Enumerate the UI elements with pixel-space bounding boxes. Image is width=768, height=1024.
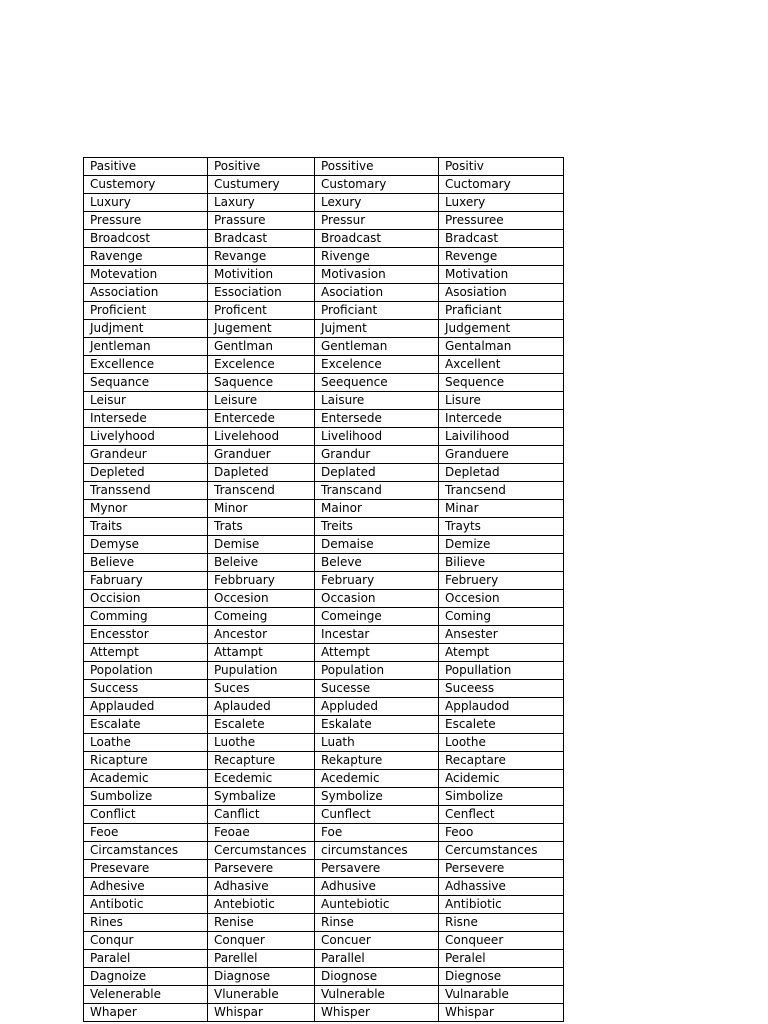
table-cell-option-4: Loothe <box>439 734 564 752</box>
table-cell-option-1: Presevare <box>84 860 208 878</box>
table-cell-option-4: Asosiation <box>439 284 564 302</box>
table-cell-option-3: Persavere <box>315 860 439 878</box>
table-cell-option-2: Feoae <box>208 824 315 842</box>
table-cell-option-3: Sucesse <box>315 680 439 698</box>
table-cell-option-4: Luxery <box>439 194 564 212</box>
table-cell-option-3: Grandur <box>315 446 439 464</box>
table-cell-option-3: Excelence <box>315 356 439 374</box>
table-cell-option-2: Livelehood <box>208 428 315 446</box>
table-cell-option-3: Occasion <box>315 590 439 608</box>
table-cell-option-2: Prassure <box>208 212 315 230</box>
table-cell-option-4: Revenge <box>439 248 564 266</box>
table-cell-option-4: Gentalman <box>439 338 564 356</box>
table-cell-option-1: Comming <box>84 608 208 626</box>
table-cell-option-2: Ancestor <box>208 626 315 644</box>
table-cell-option-3: Vulnerable <box>315 986 439 1004</box>
table-cell-option-3: Parallel <box>315 950 439 968</box>
spelling-options-table <box>83 157 564 1022</box>
table-cell-option-4: Conqueer <box>439 932 564 950</box>
table-row <box>84 590 564 608</box>
table-cell-option-2: Trats <box>208 518 315 536</box>
table-cell-option-1: Transsend <box>84 482 208 500</box>
table-row <box>84 626 564 644</box>
table-cell-option-1: Believe <box>84 554 208 572</box>
table-cell-option-1: Leisur <box>84 392 208 410</box>
table-cell-option-1: Velenerable <box>84 986 208 1004</box>
table-cell-option-4: Cenflect <box>439 806 564 824</box>
table-cell-option-1: Judjment <box>84 320 208 338</box>
table-cell-option-4: Pressuree <box>439 212 564 230</box>
table-cell-option-4: Cuctomary <box>439 176 564 194</box>
table-row <box>84 572 564 590</box>
table-cell-option-1: Paralel <box>84 950 208 968</box>
table-cell-option-1: Escalate <box>84 716 208 734</box>
table-cell-option-4: Motivation <box>439 266 564 284</box>
table-cell-option-2: Whispar <box>208 1004 315 1022</box>
table-cell-option-3: Gentleman <box>315 338 439 356</box>
table-cell-option-1: Sequance <box>84 374 208 392</box>
table-cell-option-1: Loathe <box>84 734 208 752</box>
table-cell-option-4: Trayts <box>439 518 564 536</box>
table-cell-option-3: Asociation <box>315 284 439 302</box>
table-cell-option-3: Possitive <box>315 158 439 176</box>
table-cell-option-3: Attempt <box>315 644 439 662</box>
table-cell-option-1: Custemory <box>84 176 208 194</box>
table-cell-option-4: Peralel <box>439 950 564 968</box>
table-cell-option-4: Simbolize <box>439 788 564 806</box>
table-cell-option-2: Beleive <box>208 554 315 572</box>
table-row <box>84 734 564 752</box>
table-cell-option-1: Broadcost <box>84 230 208 248</box>
table-row <box>84 446 564 464</box>
table-row <box>84 716 564 734</box>
table-cell-option-2: Aplauded <box>208 698 315 716</box>
table-cell-option-2: Diagnose <box>208 968 315 986</box>
table-cell-option-2: Proficent <box>208 302 315 320</box>
table-cell-option-3: Customary <box>315 176 439 194</box>
table-cell-option-4: Granduere <box>439 446 564 464</box>
table-cell-option-4: Escalete <box>439 716 564 734</box>
table-row <box>84 806 564 824</box>
table-cell-option-4: Depletad <box>439 464 564 482</box>
table-cell-option-1: Pressure <box>84 212 208 230</box>
table-cell-option-2: Gentlman <box>208 338 315 356</box>
table-cell-option-2: Conquer <box>208 932 315 950</box>
table-cell-option-1: Popolation <box>84 662 208 680</box>
table-cell-option-4: Occesion <box>439 590 564 608</box>
table-cell-option-4: Vulnarable <box>439 986 564 1004</box>
table-row <box>84 320 564 338</box>
table-cell-option-2: Entercede <box>208 410 315 428</box>
table-cell-option-3: Entersede <box>315 410 439 428</box>
table-cell-option-3: Eskalate <box>315 716 439 734</box>
table-cell-option-4: Februery <box>439 572 564 590</box>
table-cell-option-1: Luxury <box>84 194 208 212</box>
table-cell-option-2: Essociation <box>208 284 315 302</box>
table-cell-option-1: Intersede <box>84 410 208 428</box>
table-cell-option-3: Appluded <box>315 698 439 716</box>
table-cell-option-2: Demise <box>208 536 315 554</box>
table-cell-option-2: Excelence <box>208 356 315 374</box>
table-row <box>84 356 564 374</box>
table-cell-option-1: Traits <box>84 518 208 536</box>
table-row <box>84 176 564 194</box>
table-cell-option-2: Saquence <box>208 374 315 392</box>
table-cell-option-2: Adhasive <box>208 878 315 896</box>
table-cell-option-4: Popullation <box>439 662 564 680</box>
table-row <box>84 644 564 662</box>
table-cell-option-2: Leisure <box>208 392 315 410</box>
table-row <box>84 986 564 1004</box>
table-cell-option-2: Custumery <box>208 176 315 194</box>
table-cell-option-3: Diognose <box>315 968 439 986</box>
table-row <box>84 932 564 950</box>
table-cell-option-1: Grandeur <box>84 446 208 464</box>
table-cell-option-3: Jujment <box>315 320 439 338</box>
table-cell-option-4: Intercede <box>439 410 564 428</box>
table-cell-option-4: Persevere <box>439 860 564 878</box>
table-cell-option-1: Ravenge <box>84 248 208 266</box>
table-cell-option-1: Attempt <box>84 644 208 662</box>
table-cell-option-4: Praficiant <box>439 302 564 320</box>
table-cell-option-1: Mynor <box>84 500 208 518</box>
table-row <box>84 824 564 842</box>
table-cell-option-3: Proficiant <box>315 302 439 320</box>
table-row <box>84 680 564 698</box>
table-cell-option-4: Judgement <box>439 320 564 338</box>
table-cell-option-2: Suces <box>208 680 315 698</box>
table-cell-option-2: Pupulation <box>208 662 315 680</box>
table-cell-option-2: Febbruary <box>208 572 315 590</box>
table-cell-option-3: Auntebiotic <box>315 896 439 914</box>
table-row <box>84 338 564 356</box>
table-cell-option-1: Ricapture <box>84 752 208 770</box>
table-cell-option-3: Foe <box>315 824 439 842</box>
table-cell-option-3: Treits <box>315 518 439 536</box>
table-cell-option-3: Concuer <box>315 932 439 950</box>
table-cell-option-3: Acedemic <box>315 770 439 788</box>
table-cell-option-4: Minar <box>439 500 564 518</box>
table-cell-option-4: Ansester <box>439 626 564 644</box>
table-cell-option-4: Axcellent <box>439 356 564 374</box>
table-cell-option-3: Symbolize <box>315 788 439 806</box>
table-row <box>84 752 564 770</box>
table-row <box>84 536 564 554</box>
table-cell-option-2: Jugement <box>208 320 315 338</box>
table-cell-option-3: Livelihood <box>315 428 439 446</box>
table-cell-option-2: Escalete <box>208 716 315 734</box>
table-cell-option-3: Rinse <box>315 914 439 932</box>
table-cell-option-1: Occision <box>84 590 208 608</box>
table-cell-option-3: Laisure <box>315 392 439 410</box>
table-cell-option-4: Adhassive <box>439 878 564 896</box>
table-row <box>84 194 564 212</box>
table-cell-option-3: February <box>315 572 439 590</box>
table-row <box>84 788 564 806</box>
table-row <box>84 968 564 986</box>
table-cell-option-1: Conqur <box>84 932 208 950</box>
table-cell-option-4: Risne <box>439 914 564 932</box>
table-cell-option-4: Recaptare <box>439 752 564 770</box>
table-cell-option-2: Granduer <box>208 446 315 464</box>
table-row <box>84 212 564 230</box>
table-row <box>84 410 564 428</box>
table-cell-option-3: Adhusive <box>315 878 439 896</box>
table-cell-option-1: Demyse <box>84 536 208 554</box>
table-cell-option-4: Lisure <box>439 392 564 410</box>
table-row <box>84 950 564 968</box>
table-cell-option-1: Applauded <box>84 698 208 716</box>
table-row <box>84 158 564 176</box>
table-cell-option-3: Motivasion <box>315 266 439 284</box>
table-row <box>84 608 564 626</box>
table-cell-option-1: Circamstances <box>84 842 208 860</box>
table-cell-option-2: Canflict <box>208 806 315 824</box>
table-cell-option-2: Laxury <box>208 194 315 212</box>
table-cell-option-1: Success <box>84 680 208 698</box>
table-cell-option-3: Beleve <box>315 554 439 572</box>
table-row <box>84 464 564 482</box>
spelling-options-table-body <box>84 158 564 1022</box>
table-cell-option-2: Motivition <box>208 266 315 284</box>
table-cell-option-1: Depleted <box>84 464 208 482</box>
table-cell-option-3: Cunflect <box>315 806 439 824</box>
table-cell-option-4: Sequence <box>439 374 564 392</box>
table-cell-option-1: Conflict <box>84 806 208 824</box>
table-cell-option-2: Recapture <box>208 752 315 770</box>
table-row <box>84 842 564 860</box>
table-cell-option-4: Acidemic <box>439 770 564 788</box>
table-cell-option-2: Luothe <box>208 734 315 752</box>
table-cell-option-2: Comeing <box>208 608 315 626</box>
table-cell-option-1: Encesstor <box>84 626 208 644</box>
table-cell-option-1: Livelyhood <box>84 428 208 446</box>
table-row <box>84 896 564 914</box>
table-cell-option-3: Population <box>315 662 439 680</box>
table-cell-option-2: Attampt <box>208 644 315 662</box>
table-row <box>84 374 564 392</box>
table-row <box>84 248 564 266</box>
table-cell-option-2: Antebiotic <box>208 896 315 914</box>
table-cell-option-2: Parsevere <box>208 860 315 878</box>
table-cell-option-3: Seequence <box>315 374 439 392</box>
table-cell-option-1: Dagnoize <box>84 968 208 986</box>
table-cell-option-3: Pressur <box>315 212 439 230</box>
table-cell-option-4: Antibiotic <box>439 896 564 914</box>
table-cell-option-3: Transcand <box>315 482 439 500</box>
table-cell-option-2: Symbalize <box>208 788 315 806</box>
table-cell-option-4: Feoo <box>439 824 564 842</box>
table-cell-option-3: Incestar <box>315 626 439 644</box>
table-row <box>84 1004 564 1022</box>
table-cell-option-3: Lexury <box>315 194 439 212</box>
table-row <box>84 428 564 446</box>
table-cell-option-4: Positiv <box>439 158 564 176</box>
table-cell-option-2: Revange <box>208 248 315 266</box>
table-cell-option-4: Cercumstances <box>439 842 564 860</box>
table-cell-option-4: Trancsend <box>439 482 564 500</box>
table-cell-option-2: Transcend <box>208 482 315 500</box>
table-cell-option-2: Occesion <box>208 590 315 608</box>
table-cell-option-2: Bradcast <box>208 230 315 248</box>
table-cell-option-1: Motevation <box>84 266 208 284</box>
table-row <box>84 860 564 878</box>
table-cell-option-1: Rines <box>84 914 208 932</box>
table-cell-option-3: Deplated <box>315 464 439 482</box>
table-cell-option-2: Ecedemic <box>208 770 315 788</box>
table-cell-option-2: Renise <box>208 914 315 932</box>
table-cell-option-2: Dapleted <box>208 464 315 482</box>
table-cell-option-2: Parellel <box>208 950 315 968</box>
table-cell-option-3: Broadcast <box>315 230 439 248</box>
table-cell-option-1: Whaper <box>84 1004 208 1022</box>
table-cell-option-3: Rekapture <box>315 752 439 770</box>
table-cell-option-4: Laivilihood <box>439 428 564 446</box>
table-row <box>84 266 564 284</box>
table-row <box>84 302 564 320</box>
table-row <box>84 230 564 248</box>
table-cell-option-1: Jentleman <box>84 338 208 356</box>
table-row <box>84 392 564 410</box>
table-cell-option-1: Association <box>84 284 208 302</box>
table-cell-option-1: Feoe <box>84 824 208 842</box>
table-cell-option-2: Minor <box>208 500 315 518</box>
table-row <box>84 878 564 896</box>
table-cell-option-2: Positive <box>208 158 315 176</box>
table-row <box>84 284 564 302</box>
table-row <box>84 482 564 500</box>
table-cell-option-3: Whisper <box>315 1004 439 1022</box>
table-cell-option-2: Cercumstances <box>208 842 315 860</box>
table-cell-option-4: Demize <box>439 536 564 554</box>
table-cell-option-4: Atempt <box>439 644 564 662</box>
table-cell-option-3: Rivenge <box>315 248 439 266</box>
table-cell-option-1: Pasitive <box>84 158 208 176</box>
table-row <box>84 500 564 518</box>
table-row <box>84 770 564 788</box>
table-row <box>84 662 564 680</box>
table-cell-option-1: Academic <box>84 770 208 788</box>
table-cell-option-3: circumstances <box>315 842 439 860</box>
table-row <box>84 554 564 572</box>
table-cell-option-4: Applaudod <box>439 698 564 716</box>
table-cell-option-2: Vlunerable <box>208 986 315 1004</box>
table-cell-option-4: Bradcast <box>439 230 564 248</box>
table-cell-option-4: Whispar <box>439 1004 564 1022</box>
table-cell-option-3: Comeinge <box>315 608 439 626</box>
table-cell-option-3: Mainor <box>315 500 439 518</box>
table-cell-option-3: Luath <box>315 734 439 752</box>
table-cell-option-1: Adhesive <box>84 878 208 896</box>
table-cell-option-4: Coming <box>439 608 564 626</box>
table-cell-option-3: Demaise <box>315 536 439 554</box>
table-cell-option-1: Excellence <box>84 356 208 374</box>
table-cell-option-4: Suceess <box>439 680 564 698</box>
table-cell-option-1: Antibotic <box>84 896 208 914</box>
table-row <box>84 518 564 536</box>
table-cell-option-1: Fabruary <box>84 572 208 590</box>
table-cell-option-4: Bilieve <box>439 554 564 572</box>
table-cell-option-4: Diegnose <box>439 968 564 986</box>
table-row <box>84 914 564 932</box>
table-row <box>84 698 564 716</box>
table-cell-option-1: Sumbolize <box>84 788 208 806</box>
table-cell-option-1: Proficient <box>84 302 208 320</box>
